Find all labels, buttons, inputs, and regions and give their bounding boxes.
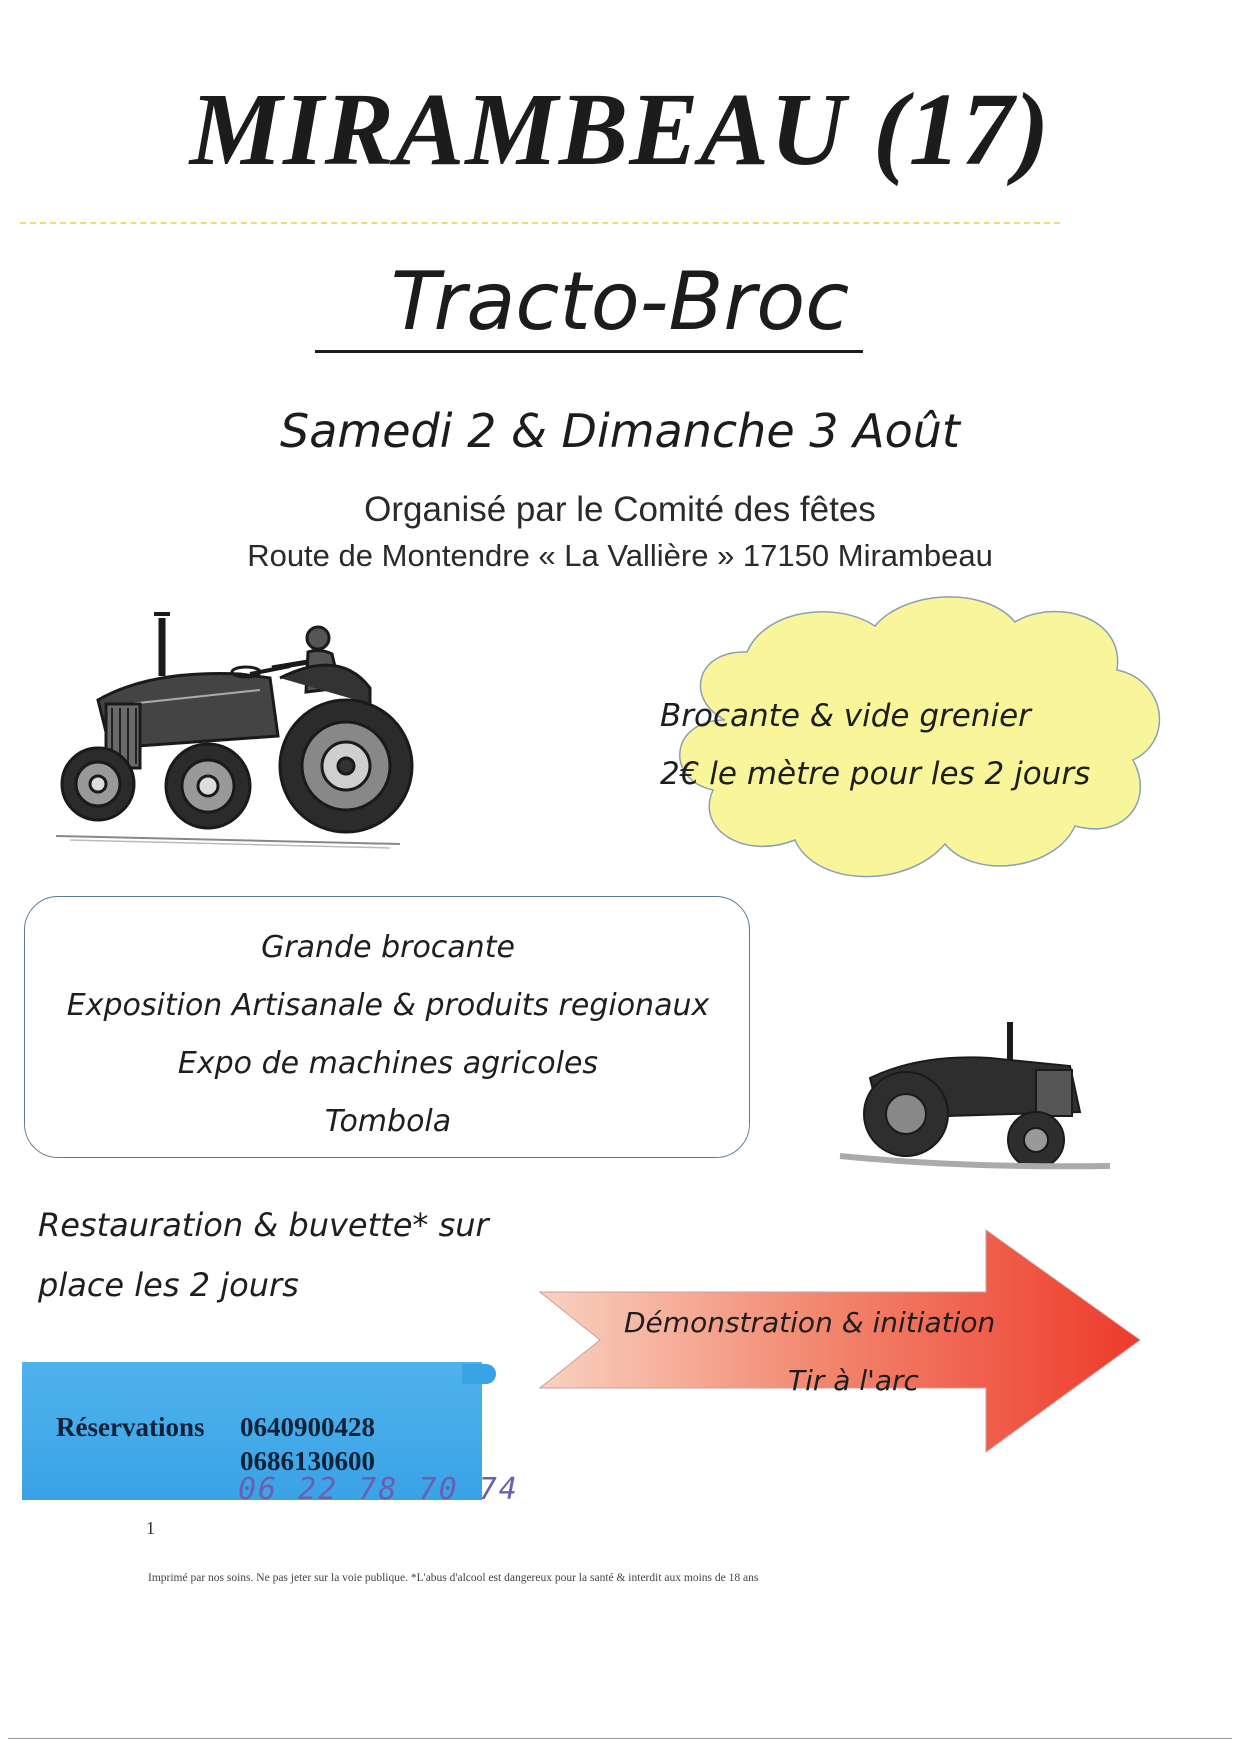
cloud-line-price: 2€ le mètre pour les 2 jours [660, 756, 1091, 792]
event-dates: Samedi 2 & Dimanche 3 Août [280, 404, 960, 458]
activity-item: Grande brocante [261, 930, 515, 965]
cloud-shape [655, 590, 1175, 910]
address-line: Route de Montendre « La Vallière » 17150 Mirambeau [247, 538, 993, 573]
tractor-illustration-small [840, 1018, 1120, 1178]
event-title-underline [315, 350, 863, 353]
reservations-box-tab [462, 1364, 496, 1384]
activity-item: Exposition Artisanale & produits regionaux [66, 988, 710, 1023]
restauration-line-2: place les 2 jours [38, 1266, 299, 1304]
page-bottom-edge [8, 1738, 1232, 1739]
activity-item: Tombola [324, 1104, 452, 1139]
restauration-line-1: Restauration & buvette* sur [38, 1206, 489, 1244]
cloud-line-brocante: Brocante & vide grenier [660, 698, 1031, 734]
reservations-label: Réservations [56, 1412, 205, 1442]
event-title: Tracto-Broc [390, 255, 850, 348]
arrow-line-demo: Démonstration & initiation [624, 1306, 996, 1339]
reservations-phone-handwritten: 06 22 78 70 74 [238, 1472, 519, 1507]
arrow-shape [540, 1230, 1140, 1458]
activity-item: Expo de machines agricoles [177, 1046, 599, 1081]
arrow-line-archery: Tir à l'arc [788, 1364, 919, 1397]
tractor-illustration-large [50, 608, 420, 848]
town-title: MIRAMBEAU (17) [189, 72, 1051, 187]
yellow-divider [20, 222, 1060, 224]
reservations-phone-1: 0640900428 [240, 1412, 375, 1442]
footer-disclaimer: Imprimé par nos soins. Ne pas jeter sur la voie publique. *L'abus d'alcool est dangereux pour la santé & interdit aux moins de 18 ans [148, 1572, 759, 1584]
page-number: 1 [146, 1518, 155, 1538]
reservations-phone-2: 0686130600 [240, 1446, 375, 1476]
organizer-line: Organisé par le Comité des fêtes [364, 490, 876, 529]
